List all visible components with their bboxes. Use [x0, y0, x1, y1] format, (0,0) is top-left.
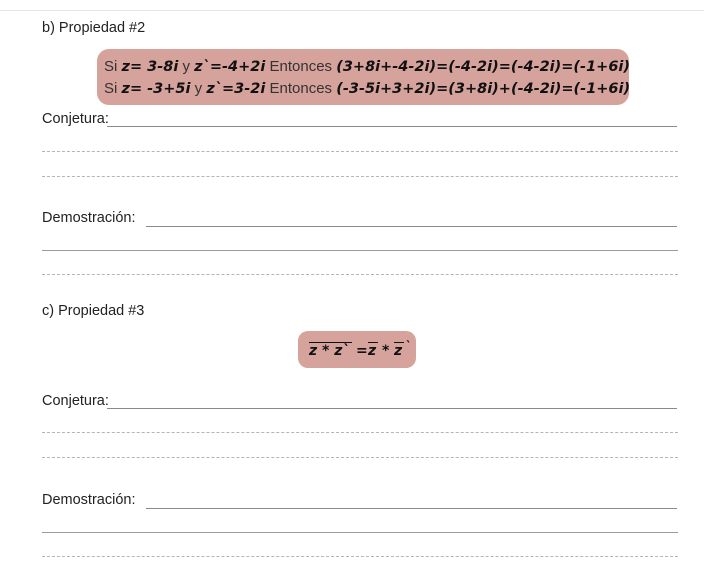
result-expression: (-3-5i+3+2i)=(3+8i)+(-4-2i)=(-1+6i)	[336, 81, 631, 97]
formula-times: *	[382, 343, 390, 359]
z-prime-value: z`=-4+2i	[194, 59, 266, 75]
z-prime-value: z`=3-2i	[206, 81, 266, 97]
result-expression: (3+8i+-4-2i)=(-4-2i)=(-4-2i)=(-1+6i)	[336, 59, 630, 75]
example-box	[97, 49, 629, 105]
top-divider	[0, 10, 704, 11]
formula-box	[298, 331, 416, 368]
formula-lhs: z * z`	[309, 343, 350, 359]
answer-line[interactable]	[42, 274, 678, 275]
formula-rhs-zprime: z	[394, 343, 403, 359]
conjetura-answer-line[interactable]	[107, 126, 677, 127]
example-row-2: Si z= -3+5i y z`=3-2i Entonces (-3-5i+3+2i)=(3+8i)+(-4-2i)=(-1+6i)	[104, 80, 631, 97]
z-value: z= 3-8i	[121, 59, 179, 75]
section-b-title: b) Propiedad #2	[42, 20, 146, 36]
conjetura-answer-line[interactable]	[107, 408, 677, 409]
formula-rhs-z: z	[368, 343, 377, 359]
answer-line[interactable]	[42, 457, 678, 458]
z-value: z= -3+5i	[121, 81, 191, 97]
demostracion-answer-line[interactable]	[146, 508, 677, 509]
example-row-1: Si z= 3-8i y z`=-4+2i Entonces (3+8i+-4-2i)=(-4-2i)=(-4-2i)=(-1+6i)	[104, 58, 630, 75]
answer-line[interactable]	[42, 176, 678, 177]
conjetura-label: Conjetura:	[42, 111, 109, 127]
answer-line[interactable]	[42, 556, 678, 557]
demostracion-label: Demostración:	[42, 210, 136, 226]
section-c-title: c) Propiedad #3	[42, 303, 145, 319]
answer-line[interactable]	[42, 250, 678, 251]
answer-line[interactable]	[42, 532, 678, 533]
formula-prime: `	[405, 339, 411, 353]
conjetura-label: Conjetura:	[42, 393, 109, 409]
answer-line[interactable]	[42, 432, 678, 433]
answer-line[interactable]	[42, 151, 678, 152]
demostracion-label: Demostración:	[42, 492, 136, 508]
formula-equals: =	[356, 343, 368, 359]
demostracion-answer-line[interactable]	[146, 226, 677, 227]
